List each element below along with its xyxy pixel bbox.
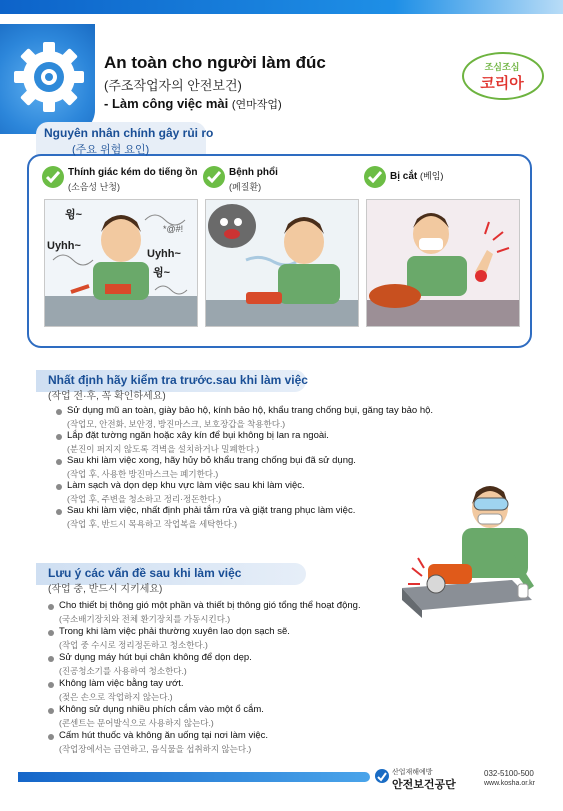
list-item: Sử dụng mũ an toàn, giày bảo hộ, kính bảo hộ, khẩu trang chống bụi, găng tay bảo hộ. xyxy=(67,405,434,416)
lung-illustration xyxy=(205,199,359,327)
check-icon xyxy=(203,166,225,188)
logo-bottom-text: 코리아 xyxy=(480,75,524,92)
list-item: Không làm việc bằng tay ướt. xyxy=(59,678,184,689)
noise-illustration xyxy=(44,199,198,327)
footer-phone: 032-5100-500 xyxy=(484,769,534,778)
bullet-dot xyxy=(48,734,54,740)
list-item-ko: (분진이 퍼지지 않도록 격벽을 설치하거나 밀폐한다.) xyxy=(67,444,260,454)
before-after-title-ko: (작업 전·후, 꼭 확인하세요) xyxy=(48,391,166,402)
bullet-dot xyxy=(48,604,54,610)
list-item: Sau khi làm việc xong, hãy hủy bỏ khẩu trang chống bụi đã sử dụng. xyxy=(67,455,356,466)
hazard-cut-label xyxy=(390,170,443,183)
list-item-ko: (젖은 손으로 작업하지 않는다.) xyxy=(59,692,173,702)
lung-scene xyxy=(206,200,358,326)
cut-scene xyxy=(367,200,519,326)
before-after-title: Nhất định hãy kiểm tra trước.sau khi làm việc xyxy=(48,373,308,387)
page-subtitle-vi xyxy=(104,96,282,112)
bullet-dot xyxy=(56,409,62,415)
list-item-ko: (작업 후, 주변을 청소하고 정리·정돈한다.) xyxy=(67,494,222,504)
campaign-logo xyxy=(462,52,542,98)
subtitle-vi-ko: (연마작업) xyxy=(231,99,282,111)
list-item: Trong khi làm việc phải thường xuyên lao dọn sạch sẽ. xyxy=(59,626,290,637)
sound-text: 윙~ xyxy=(153,267,171,279)
bullet-dot xyxy=(48,656,54,662)
footer-org-small: 산업재해예방 xyxy=(392,769,433,776)
kosha-logo-icon xyxy=(374,768,390,784)
gear-icon xyxy=(10,38,88,116)
list-item-ko: (콘센트는 문어발식으로 사용하지 않는다.) xyxy=(59,718,214,728)
list-item-ko: (작업 후, 반드시 목욕하고 작업복을 세탁한다.) xyxy=(67,519,237,529)
footer-url[interactable]: www.kosha.or.kr xyxy=(484,780,535,787)
risk-section-title-ko: (주요 위험 요인) xyxy=(72,144,150,156)
hazard-lung-label-ko: (폐질환) xyxy=(229,182,262,192)
bullet-dot xyxy=(56,434,62,440)
bullet-dot xyxy=(56,459,62,465)
sound-text: Uyhh~ xyxy=(47,240,81,252)
list-item-ko: (작업 후, 사용한 방진마스크는 폐기한다.) xyxy=(67,469,219,479)
risk-section-title: Nguyên nhân chính gây rủi ro xyxy=(44,126,214,140)
after-notes-title-ko: (작업 중, 반드시 지키세요) xyxy=(48,584,163,595)
list-item-ko: (진공청소기를 사용하여 청소한다.) xyxy=(59,666,187,676)
list-item: Không sử dụng nhiều phích cắm vào một ổ cắm. xyxy=(59,704,264,715)
after-notes-title: Lưu ý các vấn đề sau khi làm việc xyxy=(48,566,242,580)
worker-grinding-illustration xyxy=(392,468,542,628)
logo-top-text: 조심조심 xyxy=(484,62,520,72)
subtitle-vi-text: - Làm công việc mài xyxy=(104,96,229,111)
page-subtitle-ko: (주조작업자의 안전보건) xyxy=(104,78,242,93)
list-item: Làm sạch và dọn dẹp khu vực làm việc sau khi làm việc. xyxy=(67,480,305,491)
bullet-dot xyxy=(48,708,54,714)
list-item: Lắp đặt tường ngăn hoặc xây kín để bụi không bị lan ra ngoài. xyxy=(67,430,329,441)
page-title: An toàn cho người làm đúc xyxy=(104,53,326,72)
list-item-ko: (국소배기장치와 전체 환기장치를 가동시킨다.) xyxy=(59,614,231,624)
bullet-dot xyxy=(48,682,54,688)
list-item: Cho thiết bị thông gió một phần và thiết bị thông gió tổng thể hoạt động. xyxy=(59,600,361,611)
cut-illustration xyxy=(366,199,520,327)
check-icon xyxy=(364,166,386,188)
footer-org: 안전보건공단 xyxy=(392,779,456,791)
list-item: Sau khi làm việc, nhất định phải tắm rửa và giặt trang phục làm việc. xyxy=(67,505,356,516)
list-item-ko: (작업모, 안전화, 보안경, 방진마스크, 보호장갑을 착용한다.) xyxy=(67,419,286,429)
hazard-noise-label-ko: (소음성 난청) xyxy=(68,182,120,192)
hazard-noise-label: Thính giác kém do tiếng ồn xyxy=(68,167,198,178)
bullet-dot xyxy=(56,509,62,515)
bullet-dot xyxy=(56,484,62,490)
hazard-cut-text: Bị cắt xyxy=(390,171,418,182)
sound-text: Uyhh~ xyxy=(147,248,181,260)
sound-text: 윙~ xyxy=(65,209,83,221)
svg-text:*@#!: *@#! xyxy=(163,224,184,234)
list-item: Cấm hút thuốc và không ăn uống tại nơi làm việc. xyxy=(59,730,269,741)
list-item: Sử dụng máy hút bụi chân không để dọn dẹp. xyxy=(59,652,252,663)
check-icon xyxy=(42,166,64,188)
hazard-cut-label-ko: (베임) xyxy=(420,171,444,181)
bullet-dot xyxy=(48,630,54,636)
list-item-ko: (작업장에서는 금연하고, 음식물을 섭취하지 않는다.) xyxy=(59,744,252,754)
list-item-ko: (작업 중 수시로 정리정돈하고 청소한다.) xyxy=(59,640,208,650)
header-top-bar xyxy=(0,0,563,14)
footer-bar xyxy=(18,772,370,782)
hazard-lung-label: Bệnh phổi xyxy=(229,167,278,178)
